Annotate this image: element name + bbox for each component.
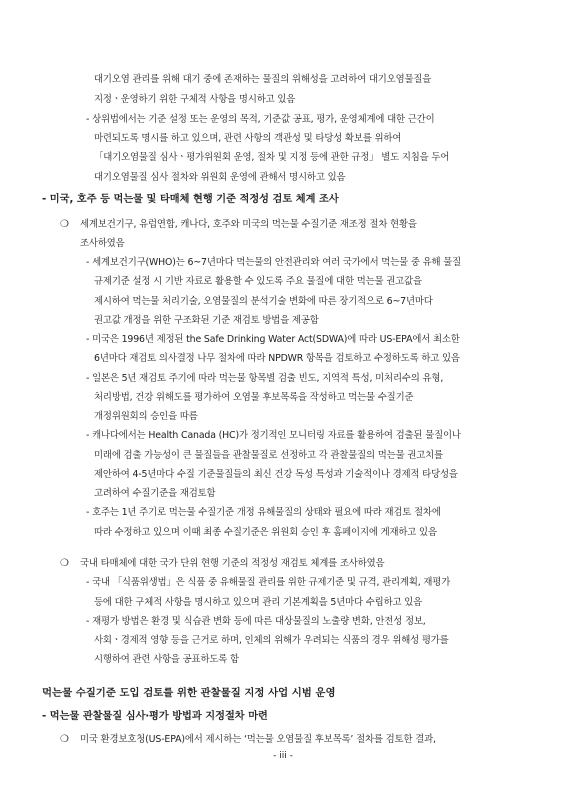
subsection-heading: - 먹는물 관찰물질 심사‧평가 방법과 지정절차 마련 — [42, 711, 268, 722]
text-line: - 캐나다에서는 Health Canada (HC)가 정기적인 모니터링 자료를 활용하여 검출된 물질이나 — [86, 430, 461, 441]
text-line: 권고값 개정을 위한 구조화된 기준 재검토 방법을 제공함 — [94, 315, 319, 326]
circle-bullet-icon: ❍ — [60, 219, 69, 230]
text-line: 대기오염물질 심사 절차와 위원회 운영에 관해서 명시하고 있음 — [94, 172, 346, 183]
text-line: 사회ㆍ경제적 영향 등을 근거로 하며, 인체의 위해가 우려되는 식품의 경우 위해성 평가를 — [94, 635, 449, 646]
text-line: 처리방법, 건강 위해도를 평가하여 오염물 후보목록을 작성하고 먹는물 수질기준 — [94, 392, 414, 403]
text-line: 국내 타매체에 대한 국가 단위 현행 기준의 적정성 재검토 체계를 조사하였음 — [80, 558, 385, 569]
text-line: - 재평가 방법은 환경 및 식습관 변화 등에 따른 대상물질의 노출량 변화, 안전성 정보, — [86, 616, 426, 627]
text-line: 제시하여 먹는물 처리기술, 오염물질의 분석기술 변화에 따른 장기적으로 6~7년마다 — [94, 296, 433, 307]
text-line: 6년마다 재검토 의사결정 나무 절차에 따라 NPDWR 항목을 검토하고 수정하도록 하고 있음 — [94, 353, 460, 364]
text-line: - 미국은 1996년 제정된 the Safe Drinking Water Act(SDWA)에 따라 US-EPA에서 최소한 — [86, 334, 460, 345]
text-line: 고려하여 수질기준을 재검토함 — [94, 488, 216, 499]
text-line: 미국 환경보호청(US-EPA)에서 제시하는 ‘먹는물 오염물질 후보목록’ 절차를 검토한 결과, — [80, 734, 436, 745]
text-line: 마련되도록 명시를 하고 있으며, 관련 사항의 객관성 및 타당성 확보를 위하여 — [94, 133, 402, 144]
text-line: 조사하였음 — [80, 238, 125, 249]
text-line: - 상위법에서는 기준 설정 또는 운영의 목적, 기준값 공표, 평가, 운영체계에 대한 근간이 — [86, 114, 435, 125]
circle-bullet-icon: ❍ — [60, 558, 69, 569]
text-line: - 호주는 1년 주기로 먹는물 수질기준 개정 유해물질의 상태와 필요에 따라 재검토 절차에 — [86, 507, 441, 518]
circle-bullet-icon: ❍ — [60, 734, 69, 745]
text-line: 미래에 검출 가능성이 큰 물질들을 관찰물질로 선정하고 각 관찰물질의 먹는물 권고치를 — [94, 450, 443, 461]
section-heading: 먹는물 수질기준 도입 검토를 위한 관찰물질 지정 사업 시범 운영 — [42, 687, 336, 699]
text-line: 개정위원회의 승인을 따름 — [94, 411, 198, 422]
text-line: 규제기준 설정 시 기반 자료로 활용할 수 있도록 주요 물질에 대한 먹는물 권고값을 — [94, 276, 422, 287]
section-heading: - 미국, 호주 등 먹는물 및 타매체 현행 기준 적정성 검토 체계 조사 — [42, 194, 339, 205]
text-line: 「대기오염물질 심사ㆍ평가위원회 운영, 절차 및 지정 등에 관한 규정」 별도 지침을 두어 — [94, 152, 450, 163]
text-line: - 일본은 5년 재검토 주기에 따라 먹는물 항목별 검출 빈도, 지역적 특성, 미처리수의 유형, — [86, 373, 444, 384]
text-line: 제안하여 4-5년마다 수질 기준물질들의 최신 건강 독성 특성과 기술적이나 경제적 타당성을 — [94, 469, 458, 480]
text-line: - 세계보건기구(WHO)는 6~7년마다 먹는물의 안전관리와 여러 국가에서 먹는물 중 유해 물질 — [86, 257, 462, 268]
page-number: - iii - — [273, 751, 293, 761]
text-line: 지정ㆍ운영하기 위한 구체적 사항을 명시하고 있음 — [94, 94, 296, 105]
text-line: 시행하여 관련 사항을 공표하도록 함 — [94, 654, 239, 665]
text-line: 세계보건기구, 유럽연합, 캐나다, 호주와 미국의 먹는물 수질기준 재조정 절차 현황을 — [80, 219, 417, 230]
text-line: 등에 대한 구체적 사항을 명시하고 있으며 관리 기본계획을 5년마다 수립하고 있음 — [94, 597, 423, 608]
text-line: - 국내 「식품위생법」은 식품 중 유해물질 관리를 위한 규제기준 및 규격, 관리계획, 재평가 — [86, 577, 451, 588]
text-line: 따라 수정하고 있으며 이때 최종 수질기준은 위원회 승인 후 홈페이지에 게재하고 있음 — [94, 527, 437, 538]
text-line: 대기오염 관리를 위해 대기 중에 존재하는 물질의 위해성을 고려하여 대기오염물질을 — [94, 74, 432, 85]
